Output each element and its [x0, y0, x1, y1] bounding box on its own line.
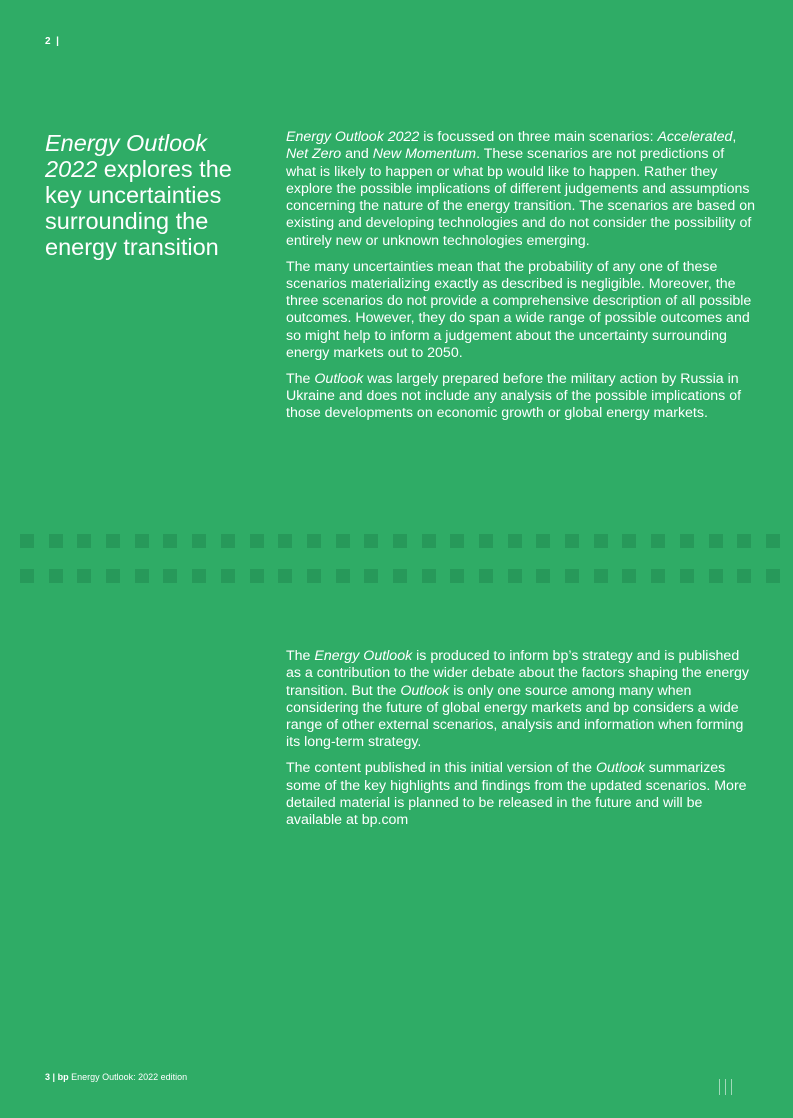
text: is produced to inform bp’s strategy and is published as a contribution to the wider debate about the factors shaping the energy transition. But the: [286, 648, 749, 699]
decorative-square: [77, 534, 91, 548]
decorative-square: [651, 569, 665, 583]
decorative-square: [651, 534, 665, 548]
paragraph-uncertainties: The many uncertainties mean that the probability of any one of these scenarios materializing exactly as described is negligible. Moreover, the three scenarios do not provide a comprehensive description of all possible outcomes. However, they do span a wide range of possible outcomes and so might help to inform a judgement about the uncertainty surrounding energy markets out to 2050.: [286, 258, 752, 362]
bar-mark: [719, 1079, 720, 1095]
decorative-square: [709, 534, 723, 548]
decorative-square: [20, 569, 34, 583]
page-footer: [45, 1071, 187, 1083]
text: The: [286, 648, 315, 664]
decorative-square: [135, 534, 149, 548]
decorative-square: [135, 569, 149, 583]
text-italic: Accelerated: [657, 129, 733, 145]
decorative-square: [278, 534, 292, 548]
text-italic: Net Zero: [286, 146, 342, 163]
text: . These scenarios are not predictions of what is likely to happen or what bp would like to happen. Rather they explore the possible implications of different judgements and assumptions concerning the nature of the energy transition. The scenarios are based on existing and developing technologies and do not consider the possibility of entirely new or unknown technologies emerging.: [286, 146, 756, 249]
section-headline: [45, 130, 250, 260]
paragraph-strategy: [286, 648, 756, 752]
decorative-squares-row: [20, 569, 780, 583]
page-number-separator: |: [56, 36, 60, 47]
decorative-square: [106, 534, 120, 548]
decorative-square: [565, 569, 579, 583]
text: The content published in this initial version of the: [286, 760, 596, 777]
page-number-value: 2: [45, 36, 52, 47]
text: and: [341, 146, 373, 163]
decorative-square: [622, 534, 636, 548]
text: summarizes some of the key highlights and findings from the updated scenarios. More detailed material is planned to be released in the future and will be available at bp.com: [286, 760, 747, 829]
decorative-square: [508, 569, 522, 583]
text: ,: [732, 129, 737, 145]
headline-italic: Energy Outlook 2022: [45, 130, 207, 182]
text: is focussed on three main scenarios:: [419, 129, 658, 145]
text-italic: Outlook: [400, 682, 450, 699]
bottom-text-column: [286, 648, 756, 838]
text: is only one source among many when considering the future of global energy markets and bp considers a wide range of other external scenarios, analysis and information when forming its long-term strategy.: [286, 682, 744, 751]
paragraph-content: [286, 760, 756, 829]
decorative-square: [163, 569, 177, 583]
text-italic: Energy Outlook: [314, 648, 413, 664]
footer-separator: |: [52, 1072, 56, 1082]
text: was largely prepared before the military action by Russia in Ukraine and does not include any analysis of the possible implications of those developments on economic growth or global energy markets.: [286, 370, 742, 422]
bar-mark: [725, 1079, 726, 1095]
decorative-square: [422, 569, 436, 583]
decorative-square: [594, 534, 608, 548]
text-italic: Outlook: [595, 760, 645, 777]
decorative-square: [336, 569, 350, 583]
paragraph-scenarios: [286, 129, 756, 250]
decorative-square: [422, 534, 436, 548]
decorative-square: [393, 569, 407, 583]
decorative-square: [221, 534, 235, 548]
decorative-square: [192, 534, 206, 548]
decorative-square: [766, 569, 780, 583]
bar-mark: [731, 1079, 732, 1095]
text: The: [286, 370, 315, 387]
decorative-square: [307, 569, 321, 583]
decorative-square: [20, 534, 34, 548]
decorative-square: [450, 534, 464, 548]
decorative-square: [221, 569, 235, 583]
decorative-square: [479, 569, 493, 583]
decorative-square: [49, 534, 63, 548]
page-number: [45, 36, 59, 47]
decorative-square: [737, 534, 751, 548]
text-italic: Outlook: [314, 370, 364, 387]
decorative-square: [250, 569, 264, 583]
decorative-square: [163, 534, 177, 548]
decorative-square: [393, 534, 407, 548]
decorative-square: [680, 534, 694, 548]
decorative-square: [77, 569, 91, 583]
decorative-square: [336, 534, 350, 548]
decorative-square: [766, 534, 780, 548]
decorative-square: [450, 569, 464, 583]
decorative-square: [106, 569, 120, 583]
decorative-square: [709, 569, 723, 583]
footer-page-number: 3: [45, 1072, 51, 1082]
decorative-square: [594, 569, 608, 583]
decorative-square: [536, 569, 550, 583]
text-italic: New Momentum: [372, 146, 477, 163]
decorative-square: [278, 569, 292, 583]
decorative-square: [622, 569, 636, 583]
decorative-square: [508, 534, 522, 548]
decorative-square: [49, 569, 63, 583]
decorative-bars: [719, 1079, 732, 1095]
decorative-square: [680, 569, 694, 583]
top-text-column: [286, 129, 756, 431]
decorative-square: [192, 569, 206, 583]
paragraph-ukraine: [286, 371, 756, 423]
decorative-square: [250, 534, 264, 548]
decorative-squares-row: [20, 534, 780, 548]
decorative-square: [565, 534, 579, 548]
decorative-square: [536, 534, 550, 548]
decorative-square: [479, 534, 493, 548]
headline-text: explores the key uncertainties surrounding the energy transition: [45, 156, 232, 260]
decorative-square: [307, 534, 321, 548]
decorative-square: [737, 569, 751, 583]
footer-title: Energy Outlook: 2022 edition: [68, 1072, 188, 1082]
footer-brand: bp: [57, 1072, 69, 1082]
text-italic: Energy Outlook 2022: [286, 129, 420, 145]
decorative-square: [364, 534, 378, 548]
decorative-square: [364, 569, 378, 583]
